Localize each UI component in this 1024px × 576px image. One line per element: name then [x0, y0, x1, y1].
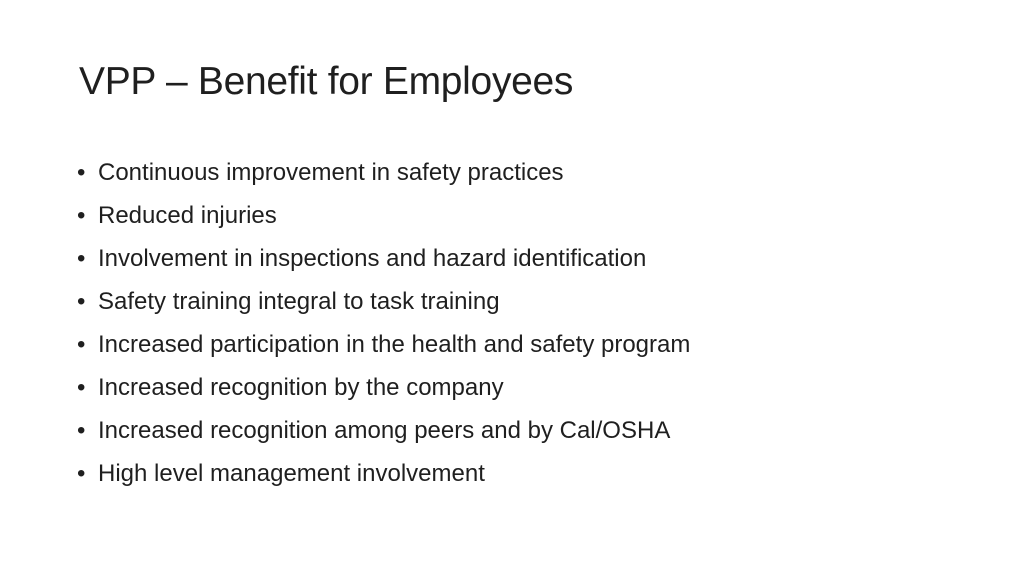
bullet-icon: • — [77, 202, 86, 229]
slide-title: VPP – Benefit for Employees — [79, 60, 574, 103]
bullet-icon: • — [77, 288, 86, 315]
bullet-item — [77, 371, 690, 414]
bullet-text: Increased recognition among peers and by Cal/OSHA — [98, 417, 671, 444]
bullet-text: Increased participation in the health and safety program — [98, 331, 691, 358]
bullet-item — [77, 328, 690, 371]
bullet-item — [77, 199, 690, 242]
bullet-icon: • — [77, 417, 86, 444]
bullet-item — [77, 414, 690, 457]
bullet-text: Safety training integral to task training — [98, 288, 500, 315]
bullet-item — [77, 156, 690, 199]
bullet-list — [77, 156, 690, 500]
bullet-icon: • — [77, 159, 86, 186]
bullet-item — [77, 242, 690, 285]
bullet-text: Involvement in inspections and hazard identification — [98, 245, 647, 272]
bullet-icon: • — [77, 331, 86, 358]
bullet-icon: • — [77, 374, 86, 401]
bullet-text: Continuous improvement in safety practices — [98, 159, 564, 186]
bullet-icon: • — [77, 460, 86, 487]
bullet-text: Increased recognition by the company — [98, 374, 504, 401]
bullet-item — [77, 457, 690, 500]
bullet-item — [77, 285, 690, 328]
bullet-text: Reduced injuries — [98, 202, 277, 229]
bullet-text: High level management involvement — [98, 460, 485, 487]
bullet-icon: • — [77, 245, 86, 272]
